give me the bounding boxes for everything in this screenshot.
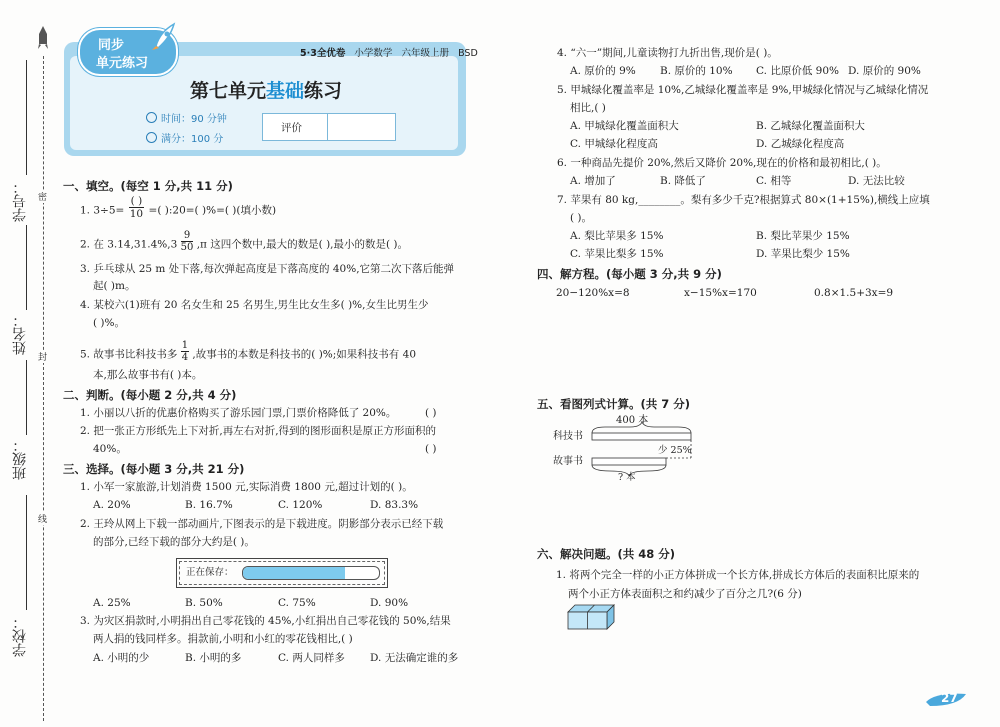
s2-q1: 1. 小丽以八折的优惠价格购买了游乐园门票,门票价格降低了 20%。 — [80, 407, 397, 419]
s3-q7-line2[interactable]: ( )。 — [570, 212, 593, 224]
rocket-icon — [38, 26, 48, 50]
s3-q3-option-a[interactable]: A. 小明的少 — [93, 652, 150, 664]
s1-q1-fraction-num[interactable]: ( ) — [130, 195, 143, 207]
s3-q5-option-c[interactable]: C. 甲城绿化程度高 — [570, 138, 658, 150]
name-field[interactable] — [26, 225, 27, 310]
s2-q2-line2: 40%。 — [93, 443, 127, 455]
bar-diagram-row1-label: 科技书 — [553, 431, 583, 442]
two-cubes-icon — [567, 604, 617, 630]
student-number-field[interactable] — [26, 60, 27, 175]
s3-q4-option-c[interactable]: C. 比原价低 90% — [756, 65, 840, 77]
class-field[interactable] — [26, 360, 27, 435]
bar-diagram — [550, 414, 720, 484]
s1-q5-part-a: 5. 故事书比科技书多 — [80, 348, 178, 361]
download-progress-label: 正在保存： — [186, 567, 234, 578]
s1-q3-line2[interactable]: 起( )m。 — [93, 280, 136, 292]
s3-q1-option-c[interactable]: C. 120% — [278, 499, 323, 511]
section-6-title: 六、解决问题。(共 48 分) — [537, 547, 676, 561]
s3-q1-option-d[interactable]: D. 83.3% — [370, 499, 419, 511]
rocket-badge-icon — [152, 22, 178, 50]
s3-q5-line1: 5. 甲城绿化覆盖率是 10%,乙城绿化覆盖率是 9%,甲城绿化情况与乙城绿化情况 — [557, 84, 929, 96]
title-part-c: 练习 — [304, 80, 343, 102]
download-progress-fill — [243, 567, 345, 579]
s3-q2-option-b[interactable]: B. 50% — [185, 597, 223, 609]
s1-q2-fraction-num: 9 — [181, 230, 194, 242]
evaluation-label: 评价 — [281, 122, 302, 134]
s3-q7-option-b[interactable]: B. 梨比苹果少 15% — [756, 230, 850, 242]
s1-q5-fraction-den: 4 — [181, 352, 189, 363]
section-4-title: 四、解方程。(每小题 3 分,共 9 分) — [537, 267, 722, 281]
page-title — [190, 76, 342, 103]
s1-q4-line2[interactable]: ( )%。 — [93, 317, 126, 329]
s2-q2-paren[interactable]: ( ) — [425, 443, 437, 455]
s1-q5-line2[interactable]: 本,那么故事书有( )本。 — [93, 369, 203, 381]
s1-q3-line1: 3. 乒乓球从 25 m 处下落,每次弹起高度是下落高度的 40%,它第二次下落后能弹 — [80, 263, 455, 275]
s3-q4-option-b[interactable]: B. 原价的 10% — [660, 65, 733, 77]
series-edition: BSD — [458, 48, 478, 59]
score-row — [146, 130, 223, 145]
school-label: 学校： — [12, 615, 28, 657]
s3-q6-option-d[interactable]: D. 无法比较 — [848, 175, 905, 187]
s1-q2-part-b[interactable]: ,π 这四个数中,最大的数是( ),最小的数是( )。 — [196, 238, 409, 251]
time-row — [146, 110, 227, 125]
bar-diagram-less-label: 少 25% — [658, 445, 692, 456]
student-number-label: 学号： — [12, 180, 28, 222]
s3-q7-option-c[interactable]: C. 苹果比梨多 15% — [570, 248, 664, 260]
section-5-answer-area[interactable] — [537, 490, 957, 540]
s3-q2-option-a[interactable]: A. 25% — [93, 597, 131, 609]
equation-answer-area[interactable] — [537, 304, 957, 392]
title-part-b: 基础 — [266, 80, 305, 102]
s3-q6[interactable]: 6. 一种商品先提价 20%,然后又降价 20%,现在的价格和最初相比,( )。 — [557, 157, 887, 169]
section-1-title: 一、填空。(每空 1 分,共 11 分) — [63, 179, 233, 193]
time-text: 时间：90 分钟 — [161, 114, 227, 125]
school-field[interactable] — [26, 495, 27, 610]
s3-q6-option-c[interactable]: C. 相等 — [756, 175, 792, 187]
s1-q2-fraction — [181, 230, 194, 253]
section-2-title: 二、判断。(每小题 2 分,共 4 分) — [63, 388, 237, 402]
s1-q1-part-a: 1. 3÷5= — [80, 204, 125, 217]
s6-q1-line1: 1. 将两个完全一样的小正方体拼成一个长方体,拼成长方体后的表面积比原来的 — [556, 569, 920, 581]
s3-q5-option-d[interactable]: D. 乙城绿化程度高 — [756, 138, 845, 150]
seal-mark-xian: 线 — [38, 512, 47, 525]
section-5-title: 五、看图列式计算。(共 7 分) — [537, 397, 691, 411]
s3-q2-line1: 2. 王玲从网上下载一部动画片,下图表示的是下载进度。阴影部分表示已经下载 — [80, 518, 444, 530]
s2-q1-paren[interactable]: ( ) — [425, 407, 437, 419]
s3-q1[interactable]: 1. 小军一家旅游,计划消费 1500 元,实际消费 1800 元,超过计划的( )。 — [80, 481, 413, 493]
s1-q5-fraction-num: 1 — [181, 340, 189, 351]
bar-diagram-total-label: 400 本 — [616, 415, 649, 426]
s1-q5 — [80, 340, 417, 363]
page-number-badge — [926, 690, 968, 708]
s3-q7-line1[interactable]: 7. 苹果有 80 kg,________。梨有多少千克?根据算式 80×(1+15%),横线上应填 — [557, 194, 930, 206]
class-label: 班级： — [12, 438, 28, 480]
badge-line2: 单元练习 — [96, 56, 149, 71]
download-progress-box — [176, 558, 388, 588]
s3-q5-option-a[interactable]: A. 甲城绿化覆盖面积大 — [570, 120, 679, 132]
s3-q3-line2[interactable]: 两人捐的钱同样多。捐款前,小明和小红的零花钱相比,( ) — [93, 633, 353, 645]
score-text: 满分：100 分 — [161, 134, 224, 145]
binding-margin — [0, 0, 56, 727]
s3-q1-option-a[interactable]: A. 20% — [93, 499, 131, 511]
download-progress-track — [242, 566, 380, 580]
badge-line1: 同步 — [98, 38, 125, 53]
s1-q2-fraction-den: 50 — [180, 242, 194, 253]
s3-q3-line1: 3. 为灾区捐款时,小明捐出自己零花钱的 45%,小红捐出自己零花钱的 50%,结果 — [80, 615, 451, 627]
s1-q2-part-a: 2. 在 3.14,31.4%,3 — [80, 238, 178, 251]
s3-q5-line2[interactable]: 相比,( ) — [570, 102, 606, 114]
bar-diagram-row2-label: 故事书 — [553, 456, 583, 467]
equation-1: 20−120%x=8 — [556, 287, 630, 299]
download-progress-inner — [179, 561, 385, 585]
s3-q7-option-a[interactable]: A. 梨比苹果多 15% — [570, 230, 664, 242]
title-part-a: 第七单元 — [190, 80, 267, 102]
s1-q4-line1[interactable]: 4. 某校六(1)班有 20 名女生和 25 名男生,男生比女生多( )%,女生比男生少 — [80, 299, 429, 311]
series-grade: 六年级上册 — [401, 48, 449, 59]
s3-q2-line2[interactable]: 的部分,已经下载的部分大约是( )。 — [93, 536, 255, 548]
s2-q2-line1: 2. 把一张正方形纸先上下对折,再左右对折,得到的图形面积是原正方形面积的 — [80, 425, 437, 437]
seal-mark-mi: 密 — [38, 190, 47, 203]
name-label: 姓名： — [12, 313, 28, 355]
s3-q2-option-d[interactable]: D. 90% — [370, 597, 409, 609]
section-6-answer-area[interactable] — [537, 636, 957, 688]
s3-q3-option-b[interactable]: B. 小明的多 — [185, 652, 242, 664]
equation-3: 0.8×1.5+3x=9 — [814, 287, 894, 299]
unit-practice-badge — [78, 28, 178, 76]
s1-q1-fraction — [129, 195, 145, 220]
section-3-title: 三、选择。(每小题 3 分,共 21 分) — [63, 462, 245, 476]
s3-q7-option-d[interactable]: D. 苹果比梨少 15% — [756, 248, 850, 260]
s3-q1-option-b[interactable]: B. 16.7% — [185, 499, 233, 511]
s3-q4-option-d[interactable]: D. 原价的 90% — [848, 65, 921, 77]
bar-diagram-unknown-label: ? 本 — [618, 472, 636, 483]
s6-q1-line2: 两个小正方体表面积之和约减少了百分之几?(6 分) — [568, 588, 802, 600]
s1-q1 — [80, 195, 277, 220]
page-number: 27 — [941, 691, 958, 705]
clock-icon — [146, 112, 157, 123]
s1-q1-fraction-den: 10 — [129, 208, 144, 220]
s3-q4-option-a[interactable]: A. 原价的 9% — [570, 65, 636, 77]
s3-q4[interactable]: 4. “六一”期间,儿童读物打九折出售,现价是( )。 — [557, 47, 778, 59]
s3-q3-option-c[interactable]: C. 两人同样多 — [278, 652, 345, 664]
s1-q5-fraction — [181, 340, 189, 363]
equation-2: x−15%x=170 — [684, 287, 757, 299]
evaluation-box — [262, 113, 396, 141]
s1-q1-part-d[interactable]: =( ):20=( )%=( )(填小数) — [148, 204, 277, 217]
s3-q6-option-b[interactable]: B. 降低了 — [660, 175, 706, 187]
cuboid-figure — [567, 604, 617, 630]
s3-q3-option-d[interactable]: D. 无法确定谁的多 — [370, 652, 459, 664]
check-icon — [146, 132, 157, 143]
s3-q5-option-b[interactable]: B. 乙城绿化覆盖面积大 — [756, 120, 865, 132]
series-name: 5·3全优卷 — [300, 48, 346, 59]
cut-line — [43, 56, 44, 721]
s1-q5-part-b[interactable]: ,故事书的本数是科技书的( )%;如果科技书有 40 — [192, 348, 417, 361]
s1-q2 — [80, 230, 409, 253]
evaluation-field[interactable] — [328, 114, 395, 140]
s3-q6-option-a[interactable]: A. 增加了 — [570, 175, 616, 187]
series-subject: 小学数学 — [354, 48, 393, 59]
s3-q2-option-c[interactable]: C. 75% — [278, 597, 316, 609]
series-info — [300, 45, 478, 59]
seal-mark-feng: 封 — [38, 350, 47, 363]
